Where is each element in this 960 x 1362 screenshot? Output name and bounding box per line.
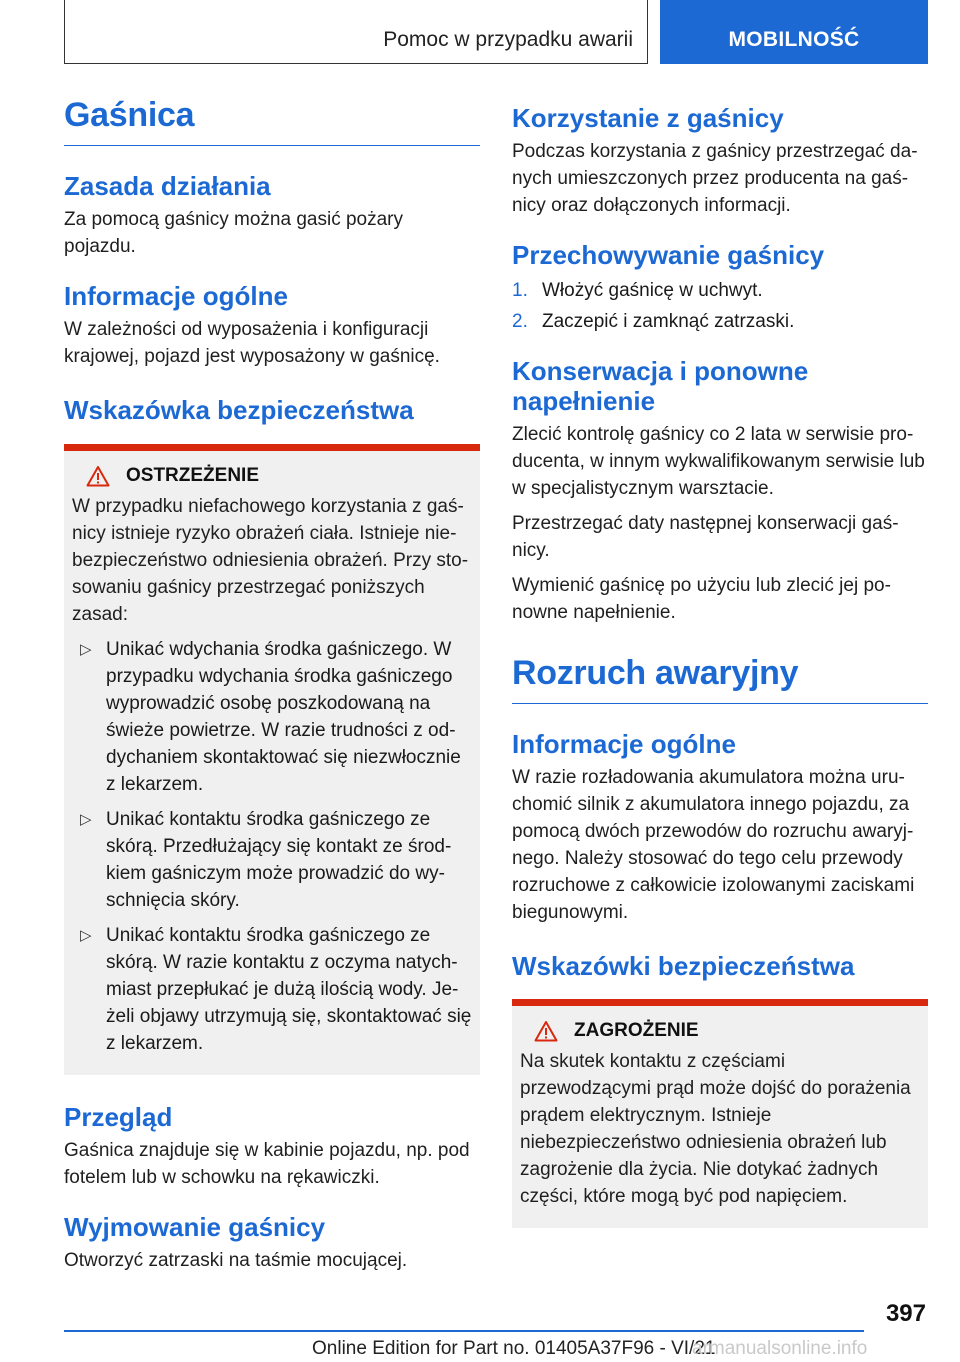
paragraph: Wymienić gaśnicę po użyciu lub zlecić jej ponowne napełnienie. <box>512 574 891 623</box>
list-item: 1. Włożyć gaśnicę w uchwyt. <box>512 277 928 304</box>
section-heading: Informacje ogólne <box>64 280 288 311</box>
section-heading: Przegląd <box>64 1101 173 1132</box>
warning-bullet-list <box>72 636 472 1057</box>
bullet-triangle-icon: ▷ <box>80 926 92 944</box>
list-item: ▷ Unikać kontaktu środka gaśniczego ze skórą. Przedłużający się kontakt ze środkiem gaśniczym może prowadzić do wyschnięcia skóry. <box>72 806 472 914</box>
chapter-title: MOBILNOŚĆ <box>728 28 860 51</box>
danger-text: Na skutek kontaktu z częściami przewodzącymi prąd może dojść do porażenia prądem elektrycznym. Istnieje niebezpieczeństwo odniesienia obrażeń lub zagrożenie dla życia. Nie dotykać żadnych części, które mogą być pod napięciem. <box>520 1051 911 1208</box>
section-tab <box>64 0 648 64</box>
section-heading: Wyjmowanie gaśnicy <box>64 1211 326 1242</box>
left-column <box>64 96 480 1274</box>
paragraph: Gaśnica znajduje się w kabinie pojazdu, np. pod fotelem lub w schowku na rękawiczki. <box>64 1139 470 1188</box>
page-header <box>64 0 928 64</box>
section-heading: Wskazówki bezpieczeństwa <box>512 950 855 981</box>
footer-divider <box>64 1330 864 1332</box>
page-number: 397 <box>885 1300 926 1327</box>
section-heading: Korzystanie z gaśnicy <box>512 103 784 133</box>
chapter-tab <box>660 0 928 64</box>
danger-box <box>512 1006 928 1228</box>
paragraph: Podczas korzystania z gaśnicy przestrzegać danych umieszczonych przez producenta na gaśnicy oraz dołączonych informacji. <box>512 140 918 216</box>
section-heading: Informacje ogólne <box>512 728 736 759</box>
warning-triangle-icon <box>534 1020 558 1042</box>
edition-text: Online Edition for Part no. 01405A37F96 - VI/21 <box>312 1338 716 1359</box>
warning-header <box>86 465 472 487</box>
paragraph: Za pomocą gaśnicy można gasić pożary pojazdu. <box>64 208 403 257</box>
chapter-heading: Gaśnica <box>64 96 480 146</box>
paragraph: Otworzyć zatrzaski na taśmie mocującej. <box>64 1249 408 1271</box>
right-column <box>512 104 928 1228</box>
watermark-text: armanualsonline.info <box>692 1338 868 1359</box>
warning-bar <box>64 444 480 451</box>
paragraph: W zależności od wyposażenia i konfiguracji krajowej, pojazd jest wyposażony w gaśnicę. <box>64 318 440 367</box>
section-heading: Wskazówka bezpieczeństwa <box>64 394 414 425</box>
section-heading: Zasada działania <box>64 171 271 202</box>
list-item: 2. Zaczepić i zamknąć zatrzaski. <box>512 308 928 335</box>
danger-header <box>534 1020 920 1042</box>
paragraph: W razie rozładowania akumulatora można uruchomić silnik z akumulatora innego pojazdu, za pomocą dwóch przewodów do rozruchu awaryjnego. Należy stosować do tego celu przewody rozruchowe z całkowicie izolowanymi zaciskami biegunowymi. <box>512 766 915 923</box>
paragraph: Zlecić kontrolę gaśnicy co 2 lata w serwisie producenta, w innym wykwalifikowanym serwisie lub w specjalistycznym warsztacie. <box>512 423 925 499</box>
bullet-triangle-icon: ▷ <box>80 640 92 658</box>
warning-triangle-icon <box>86 465 110 487</box>
step-number: 2. <box>512 310 528 332</box>
section-heading: Konserwacja i ponowne napełnienie <box>512 355 809 416</box>
list-item: ▷ Unikać wdychania środka gaśniczego. W przypadku wdychania środka gaśniczego wyprowadzić osobę poszkodowaną na świeże powietrze. W razie trudności z oddychaniem skontaktować się niezwłocznie z lekarzem. <box>72 636 472 798</box>
step-list <box>512 277 928 335</box>
warning-label: OSTRZEŻENIE <box>126 464 260 486</box>
step-number: 1. <box>512 279 528 301</box>
section-title: Pomoc w przypadku awarii <box>383 28 633 51</box>
section-heading: Przechowywanie gaśnicy <box>512 239 825 270</box>
list-item: ▷ Unikać kontaktu środka gaśniczego ze skórą. W razie kontaktu z oczyma natychmiast przepłukać je dużą ilością wody. Jeżeli objawy utrzymują się, skontaktować się z lekarzem. <box>72 922 472 1057</box>
danger-label: ZAGROŻENIE <box>574 1020 699 1042</box>
danger-bar <box>512 999 928 1006</box>
paragraph: Przestrzegać daty następnej konserwacji gaśnicy. <box>512 512 899 561</box>
chapter-heading: Rozruch awaryjny <box>512 654 928 704</box>
warning-box <box>64 451 480 1075</box>
bullet-triangle-icon: ▷ <box>80 810 92 828</box>
warning-text: W przypadku niefachowego korzystania z gaśnicy istnieje ryzyko obrażeń ciała. Istnieje niebezpieczeństwo odniesienia obrażeń. Przy stosowaniu gaśnicy przestrzegać poniższych zasad: <box>72 495 469 625</box>
